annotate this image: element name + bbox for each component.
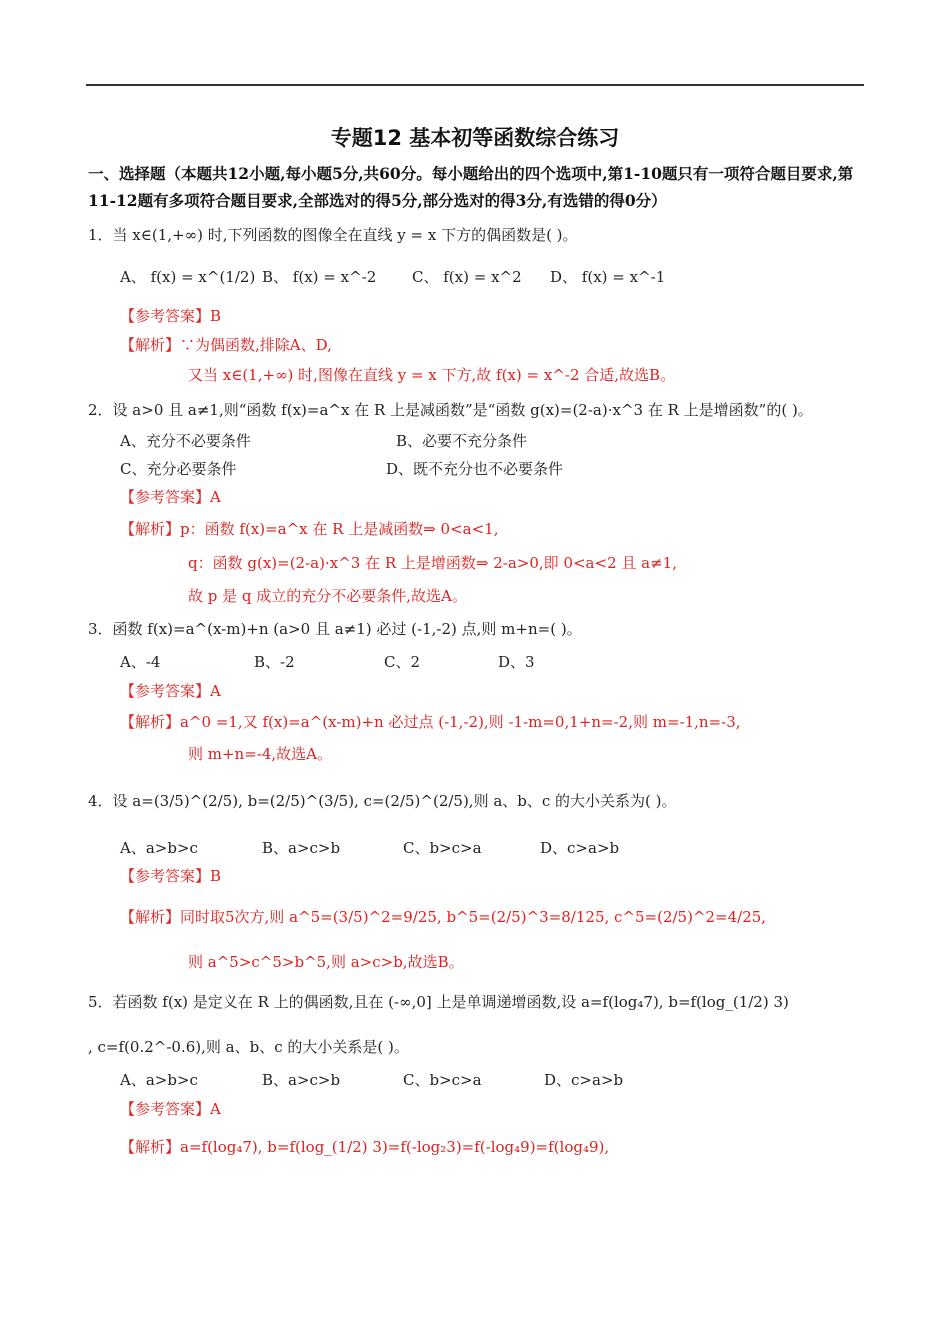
q1-option-c: C、 f(x) = x^2 — [412, 268, 522, 286]
q3-option-a: A、-4 — [120, 653, 161, 671]
section-heading: 一、选择题（本题共12小题,每小题5分,共60分。每小题给出的四个选项中,第1-10题只有一项符合题目要求,第11-12题有多项符合题目要求,全部选对的得5分,部分选对的得3分,有选错的得0分） — [88, 164, 854, 210]
q2-analysis-1: 【解析】p：函数 f(x)=a^x 在 R 上是减函数⇒ 0<a<1, — [120, 520, 499, 538]
q3-option-c: C、2 — [384, 653, 421, 671]
q4-option-d: D、c>a>b — [540, 839, 620, 857]
q1-option-b: B、 f(x) = x^-2 — [262, 268, 377, 286]
q2-answer: 【参考答案】A — [120, 488, 221, 506]
q5-answer: 【参考答案】A — [120, 1100, 221, 1118]
q3-option-d: D、3 — [498, 653, 535, 671]
q4-answer: 【参考答案】B — [120, 867, 222, 885]
q1-option-a: A、 f(x) = x^(1/2) — [120, 268, 256, 286]
q5-stem-1: 5．若函数 f(x) 是定义在 R 上的偶函数,且在 (-∞,0] 上是单调递增函数,设 a=f(log₄7), b=f(log_(1/2) 3) — [88, 993, 789, 1011]
q3-analysis-2: 则 m+n=-4,故选A。 — [188, 745, 333, 763]
q5-option-c: C、b>c>a — [403, 1071, 482, 1089]
q1-analysis-1: 【解析】∵为偶函数,排除A、D, — [120, 336, 332, 354]
q4-analysis-1: 【解析】同时取5次方,则 a^5=(3/5)^2=9/25, b^5=(2/5)^3=8/125, c^5=(2/5)^2=4/25, — [120, 908, 767, 926]
q3-answer: 【参考答案】A — [120, 682, 221, 700]
q1-stem: 1．当 x∈(1,+∞) 时,下列函数的图像全在直线 y = x 下方的偶函数是( )。 — [88, 226, 578, 244]
q2-analysis-3: 故 p 是 q 成立的充分不必要条件,故选A。 — [188, 587, 467, 605]
q2-option-a: A、充分不必要条件 — [120, 432, 251, 450]
q4-option-b: B、a>c>b — [262, 839, 341, 857]
q3-analysis-1: 【解析】a^0 =1,又 f(x)=a^(x-m)+n 必过点 (-1,-2),则 -1-m=0,1+n=-2,则 m=-1,n=-3, — [120, 713, 741, 731]
q3-option-b: B、-2 — [254, 653, 295, 671]
q5-option-b: B、a>c>b — [262, 1071, 341, 1089]
q4-analysis-2: 则 a^5>c^5>b^5,则 a>c>b,故选B。 — [188, 953, 464, 971]
q4-option-c: C、b>c>a — [403, 839, 482, 857]
q1-option-d: D、 f(x) = x^-1 — [550, 268, 666, 286]
q2-option-b: B、必要不充分条件 — [396, 432, 528, 450]
q5-stem-2: , c=f(0.2^-0.6),则 a、b、c 的大小关系是( )。 — [88, 1038, 409, 1056]
q2-analysis-2: q：函数 g(x)=(2-a)·x^3 在 R 上是增函数⇒ 2-a>0,即 0<a<2 且 a≠1, — [188, 554, 677, 572]
q2-option-d: D、既不充分也不必要条件 — [386, 460, 564, 478]
q3-stem: 3．函数 f(x)=a^(x-m)+n (a>0 且 a≠1) 必过 (-1,-2) 点,则 m+n=( )。 — [88, 620, 582, 638]
q1-analysis-2: 又当 x∈(1,+∞) 时,图像在直线 y = x 下方,故 f(x) = x^-2 合适,故选B。 — [188, 366, 676, 384]
q5-analysis-1: 【解析】a=f(log₄7), b=f(log_(1/2) 3)=f(-log₂3)=f(-log₄9)=f(log₄9), — [120, 1138, 610, 1156]
q4-stem: 4．设 a=(3/5)^(2/5), b=(2/5)^(3/5), c=(2/5)^(2/5),则 a、b、c 的大小关系为( )。 — [88, 792, 677, 810]
q4-option-a: A、a>b>c — [120, 839, 198, 857]
page-title: 专题12 基本初等函数综合练习 — [330, 126, 620, 150]
q5-option-d: D、c>a>b — [544, 1071, 624, 1089]
q1-answer: 【参考答案】B — [120, 307, 222, 325]
q5-option-a: A、a>b>c — [120, 1071, 198, 1089]
header-rule — [86, 84, 864, 86]
q2-option-c: C、充分必要条件 — [120, 460, 237, 478]
q2-stem: 2．设 a>0 且 a≠1,则“函数 f(x)=a^x 在 R 上是减函数”是“函数 g(x)=(2-a)·x^3 在 R 上是增函数”的( )。 — [88, 401, 813, 419]
